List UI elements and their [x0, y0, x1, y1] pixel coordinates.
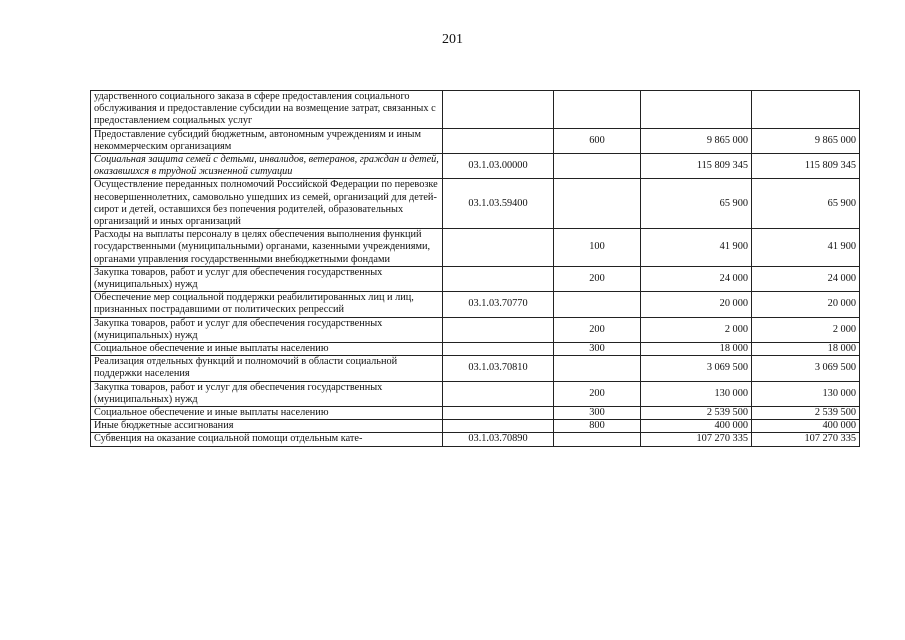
expense-name-cell: Иные бюджетные ассигнования [91, 420, 443, 433]
target-code-cell [443, 128, 554, 153]
amount-1-cell: 2 539 500 [641, 407, 752, 420]
table-row [91, 343, 860, 356]
budget-table-body [91, 91, 860, 447]
target-code-cell: 03.1.03.70810 [443, 356, 554, 381]
target-code-cell: 03.1.03.70890 [443, 433, 554, 446]
table-row [91, 266, 860, 291]
amount-2-cell: 2 539 500 [752, 407, 860, 420]
expense-type-cell: 200 [554, 266, 641, 291]
target-code-cell [443, 381, 554, 406]
amount-1-cell: 24 000 [641, 266, 752, 291]
target-code-cell [443, 420, 554, 433]
amount-2-cell [752, 91, 860, 129]
amount-2-cell: 41 900 [752, 229, 860, 267]
expense-type-cell: 300 [554, 407, 641, 420]
amount-2-cell: 400 000 [752, 420, 860, 433]
expense-type-cell [554, 356, 641, 381]
table-row [91, 179, 860, 229]
amount-2-cell: 20 000 [752, 292, 860, 317]
table-row [91, 407, 860, 420]
expense-name-cell: Закупка товаров, работ и услуг для обеспечения государственных (муниципальных) нужд [91, 317, 443, 342]
expense-type-cell: 300 [554, 343, 641, 356]
table-row [91, 356, 860, 381]
amount-2-cell: 24 000 [752, 266, 860, 291]
amount-2-cell: 130 000 [752, 381, 860, 406]
page-number: 201 [442, 32, 463, 47]
expense-name-cell: Субвенция на оказание социальной помощи отдельным кате- [91, 433, 443, 446]
expense-name-cell: Социальное обеспечение и иные выплаты населению [91, 343, 443, 356]
table-row [91, 91, 860, 129]
expense-name-cell: Социальное обеспечение и иные выплаты населению [91, 407, 443, 420]
table-row [91, 128, 860, 153]
expense-name-cell: Закупка товаров, работ и услуг для обеспечения государственных (муниципальных) нужд [91, 266, 443, 291]
amount-2-cell: 2 000 [752, 317, 860, 342]
amount-2-cell: 9 865 000 [752, 128, 860, 153]
target-code-cell [443, 317, 554, 342]
expense-name-cell: Социальная защита семей с детьми, инвалидов, ветеранов, граждан и детей, оказавшихся в трудной жизненной ситуации [91, 154, 443, 179]
expense-type-cell: 200 [554, 381, 641, 406]
table-row [91, 154, 860, 179]
expense-name-cell: Предоставление субсидий бюджетным, автономным учреждениям и иным некоммерческим организациям [91, 128, 443, 153]
table-row [91, 381, 860, 406]
expense-name-cell: Расходы на выплаты персоналу в целях обеспечения выполнения функций государственными (муниципальными) органами, казенными учреждениями, органами управления государственными внебюджетными фондами [91, 229, 443, 267]
expense-type-cell [554, 154, 641, 179]
amount-2-cell: 107 270 335 [752, 433, 860, 446]
amount-1-cell: 18 000 [641, 343, 752, 356]
table-row [91, 420, 860, 433]
budget-table [90, 90, 860, 447]
amount-1-cell: 9 865 000 [641, 128, 752, 153]
table-row [91, 433, 860, 446]
amount-1-cell: 107 270 335 [641, 433, 752, 446]
target-code-cell [443, 266, 554, 291]
target-code-cell: 03.1.03.59400 [443, 179, 554, 229]
table-row [91, 317, 860, 342]
table-row [91, 229, 860, 267]
expense-type-cell [554, 433, 641, 446]
expense-type-cell [554, 179, 641, 229]
expense-type-cell: 600 [554, 128, 641, 153]
expense-name-cell: Закупка товаров, работ и услуг для обеспечения государственных (муниципальных) нужд [91, 381, 443, 406]
amount-1-cell [641, 91, 752, 129]
expense-type-cell [554, 91, 641, 129]
expense-type-cell: 200 [554, 317, 641, 342]
expense-type-cell [554, 292, 641, 317]
expense-name-cell: Осуществление переданных полномочий Российской Федерации по перевозке несовершеннолетних, самовольно ушедших из семей, организаций для детей-сирот и детей, оставшихся без попечения родителей, образовательных организаций и иных организаций [91, 179, 443, 229]
amount-2-cell: 18 000 [752, 343, 860, 356]
expense-name-cell: Реализация отдельных функций и полномочий в области социальной поддержки населения [91, 356, 443, 381]
target-code-cell [443, 407, 554, 420]
target-code-cell [443, 229, 554, 267]
expense-name-cell: Обеспечение мер социальной поддержки реабилитированных лиц и лиц, признанных пострадавшими от политических репрессий [91, 292, 443, 317]
target-code-cell: 03.1.03.00000 [443, 154, 554, 179]
amount-1-cell: 65 900 [641, 179, 752, 229]
amount-2-cell: 65 900 [752, 179, 860, 229]
table-row [91, 292, 860, 317]
amount-1-cell: 400 000 [641, 420, 752, 433]
expense-type-cell: 100 [554, 229, 641, 267]
amount-1-cell: 20 000 [641, 292, 752, 317]
expense-name-cell: ударственного социального заказа в сфере предоставления социального обслуживания и предоставление субсидии на возмещение затрат, связанных с предоставлением социальных услуг [91, 91, 443, 129]
amount-1-cell: 130 000 [641, 381, 752, 406]
amount-1-cell: 3 069 500 [641, 356, 752, 381]
target-code-cell [443, 91, 554, 129]
expense-type-cell: 800 [554, 420, 641, 433]
target-code-cell: 03.1.03.70770 [443, 292, 554, 317]
amount-1-cell: 115 809 345 [641, 154, 752, 179]
target-code-cell [443, 343, 554, 356]
amount-1-cell: 41 900 [641, 229, 752, 267]
amount-2-cell: 115 809 345 [752, 154, 860, 179]
amount-2-cell: 3 069 500 [752, 356, 860, 381]
amount-1-cell: 2 000 [641, 317, 752, 342]
